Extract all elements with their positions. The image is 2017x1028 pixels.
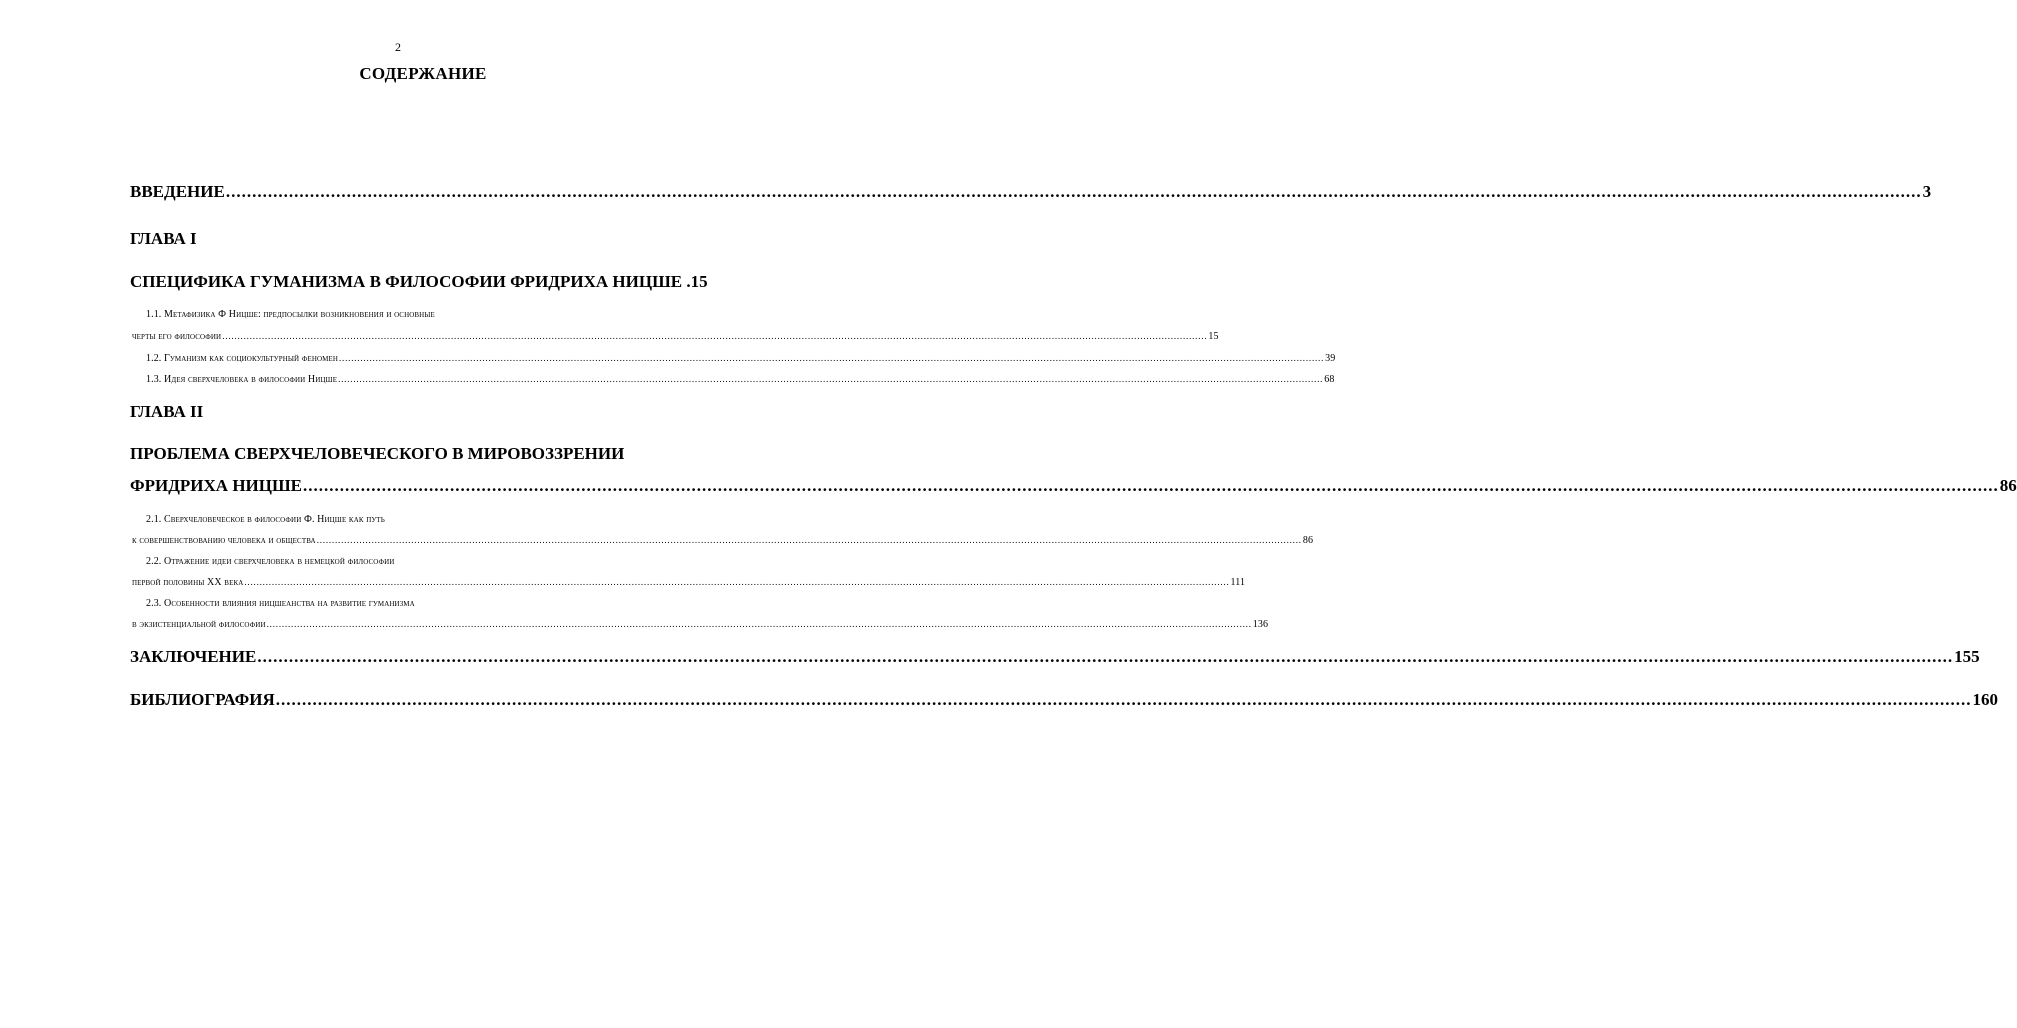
toc-entry-1-3 <box>146 374 1335 385</box>
toc-entry-1-1 <box>132 331 1219 342</box>
section-2-3-line1: 2.3. Особенности влияния ницшеанства на развитие гуманизма <box>146 598 415 609</box>
toc-entry-intro <box>130 182 1932 202</box>
dot-leader: ................................................................................................................................................................................................................................................................................................................................... <box>257 647 1954 666</box>
toc-entry-label: ВВЕДЕНИЕ <box>130 182 225 201</box>
toc-entry-page: 155 <box>1954 647 1980 666</box>
toc-entry-2-3 <box>132 619 1269 630</box>
toc-entry-label: ФРИДРИХА НИЦШЕ <box>130 476 302 495</box>
chapter-1-heading: ГЛАВА I <box>130 229 197 248</box>
dot-leader: ................................................................................................................................................................................................................................................................................................................................... <box>244 577 1230 587</box>
dot-leader: ................................................................................................................................................................................................................................................................................................................................... <box>339 353 1325 363</box>
toc-entry-page: 86 <box>1302 535 1314 546</box>
toc-entry-label: БИБЛИОГРАФИЯ <box>130 690 275 709</box>
toc-entry-conclusion <box>130 647 1980 667</box>
toc-entry-2-2 <box>132 577 1246 588</box>
section-1-1-line1: 1.1. Метафизика Ф Ницше: предпосылки возникновения и основные <box>146 309 435 320</box>
toc-entry-label: 1.2. Гуманизм как социокультурный феномен <box>146 353 338 364</box>
toc-entry-page: 15 <box>1208 331 1219 342</box>
toc-entry-chapter-2 <box>130 476 2017 496</box>
toc-entry-page: 86 <box>1999 476 2017 495</box>
toc-entry-label: черты его философии <box>132 331 222 342</box>
dot-leader: ................................................................................................................................................................................................................................................................................................................................... <box>303 476 1999 495</box>
toc-entry-page: 111 <box>1230 577 1246 588</box>
chapter-1-title: СПЕЦИФИКА ГУМАНИЗМА В ФИЛОСОФИИ ФРИДРИХА НИЦШЕ .15 <box>130 272 708 291</box>
toc-entry-page: 39 <box>1325 353 1336 364</box>
toc-title: СОДЕРЖАНИЕ <box>359 64 487 83</box>
toc-entry-1-2 <box>146 353 1336 364</box>
chapter-2-title-line1: ПРОБЛЕМА СВЕРХЧЕЛОВЕЧЕСКОГО В МИРОВОЗЗРЕНИИ <box>130 444 625 463</box>
toc-entry-label: в экзистенциальной философии <box>132 619 266 630</box>
toc-entry-label: 1.3. Идея сверхчеловека в философии Ницше <box>146 374 338 385</box>
toc-entry-label: ЗАКЛЮЧЕНИЕ <box>130 647 257 666</box>
section-2-1-line1: 2.1. Сверхчеловеческое в философии Ф. Ницше как путь <box>146 514 385 525</box>
toc-entry-page: 160 <box>1972 690 1998 709</box>
chapter-2-heading: ГЛАВА II <box>130 402 204 421</box>
toc-entry-page: 136 <box>1252 619 1269 630</box>
toc-entry-label: к совершенствованию человека и общества <box>132 535 316 546</box>
toc-entry-page: 3 <box>1922 182 1932 201</box>
toc-entry-bibliography <box>130 690 1998 710</box>
section-2-2-line1: 2.2. Отражение идеи сверхчеловека в немецкой философии <box>146 556 395 567</box>
dot-leader: ................................................................................................................................................................................................................................................................................................................................... <box>222 331 1208 341</box>
toc-entry-label: первой половины XX века <box>132 577 244 588</box>
dot-leader: ................................................................................................................................................................................................................................................................................................................................... <box>316 535 1302 545</box>
dot-leader: ................................................................................................................................................................................................................................................................................................................................... <box>338 374 1324 384</box>
dot-leader: ................................................................................................................................................................................................................................................................................................................................... <box>225 182 1922 201</box>
toc-entry-page: 68 <box>1324 374 1335 385</box>
toc-entry-2-1 <box>132 535 1314 546</box>
dot-leader: ................................................................................................................................................................................................................................................................................................................................... <box>275 690 1972 709</box>
dot-leader: ................................................................................................................................................................................................................................................................................................................................... <box>266 619 1252 629</box>
page-number: 2 <box>395 40 401 54</box>
